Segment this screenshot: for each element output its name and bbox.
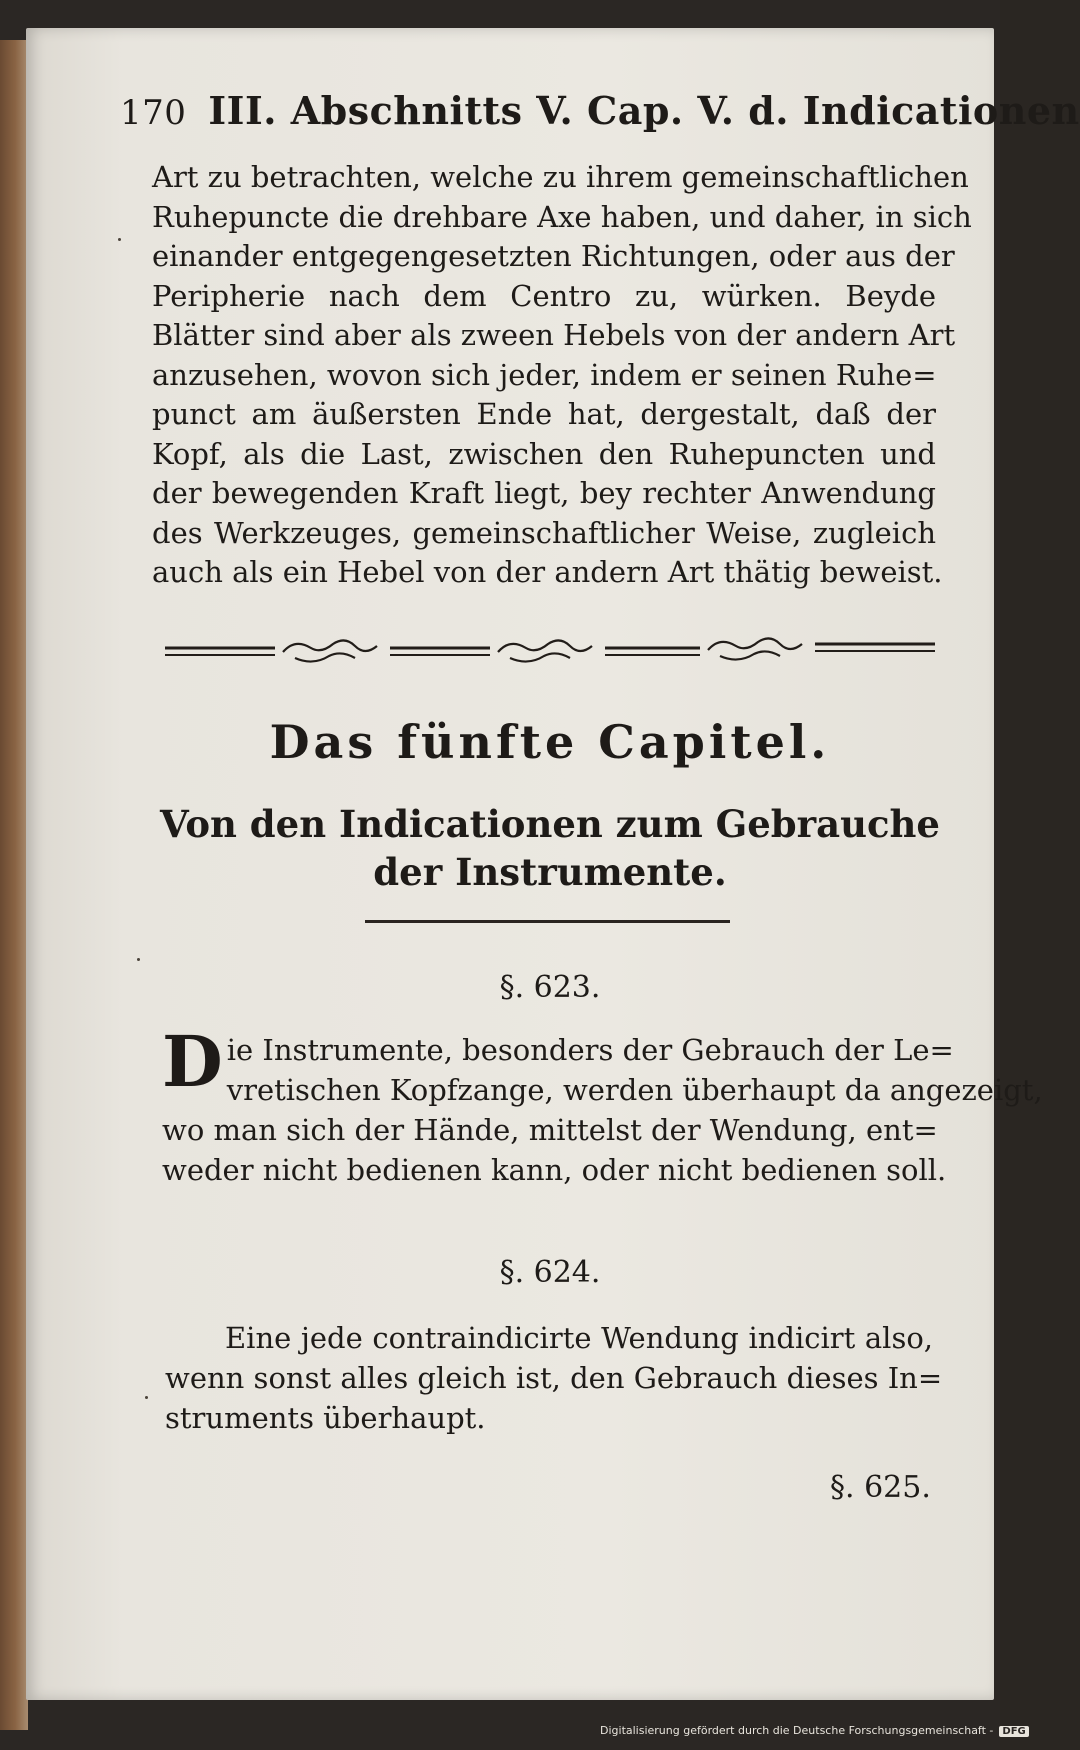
- paragraph-624: [165, 1318, 943, 1438]
- credit-text: Digitalisierung gefördert durch die Deutsche Forschungsgemeinschaft -: [600, 1724, 994, 1737]
- body-line: Blätter sind aber als zween Hebels von der andern Art: [152, 318, 956, 352]
- section-heading-624: §. 624.: [499, 1255, 601, 1290]
- body-line: Art zu betrachten, welche zu ihrem gemeinschaftlichen: [152, 160, 969, 194]
- digitization-credit: [600, 1724, 1026, 1737]
- chapter-title: Das fünfte Capitel.: [269, 715, 831, 769]
- dfg-logo-icon: DFG: [999, 1726, 1028, 1737]
- paragraph-line: wenn sonst alles gleich ist, den Gebrauch dieses In=: [165, 1361, 943, 1395]
- paper-speck: [118, 238, 121, 241]
- paragraph-line: Eine jede contraindicirte Wendung indicirt also,: [225, 1321, 933, 1355]
- body-line: Peripherie nach dem Centro zu, würken. Beyde: [152, 278, 936, 313]
- section-heading-623: §. 623.: [499, 970, 601, 1005]
- catchword: §. 625.: [830, 1470, 931, 1505]
- paragraph-line: vretischen Kopfzange, werden überhaupt da angezeigt,: [226, 1073, 1043, 1107]
- body-line: einander entgegengesetzten Richtungen, oder aus der: [152, 239, 955, 273]
- running-head: [120, 88, 1080, 133]
- body-line: auch als ein Hebel von der andern Art thätig beweist.: [152, 555, 943, 589]
- chapter-subtitle-line: der Instrumente.: [373, 850, 727, 894]
- body-line: punct am äußersten Ende hat, dergestalt, daß der: [152, 397, 936, 431]
- paragraph-line: ie Instrumente, besonders der Gebrauch der Le=: [226, 1033, 954, 1067]
- paper-speck: [145, 1396, 148, 1399]
- paragraph-line: wo man sich der Hände, mittelst der Wendung, ent=: [162, 1113, 938, 1147]
- paragraph-623: [162, 1020, 1043, 1190]
- paragraph-line: struments überhaupt.: [165, 1401, 486, 1435]
- body-line: Kopf, als die Last, zwischen den Ruhepuncten und: [152, 436, 936, 471]
- drop-capital: D: [162, 1020, 223, 1103]
- chapter-subtitle-line: Von den Indicationen zum Gebrauche: [160, 802, 940, 846]
- body-line: der bewegenden Kraft liegt, bey rechter Anwendung: [152, 476, 936, 510]
- body-line: Ruhepuncte die drehbare Axe haben, und daher, in sich: [152, 199, 972, 234]
- chapter-subtitle: [160, 800, 940, 896]
- book-spine-edge: [0, 40, 28, 1730]
- body-text-block: [152, 158, 972, 593]
- paper-speck: [137, 958, 140, 961]
- body-line: des Werkzeuges, gemeinschaftlicher Weise, zugleich: [152, 515, 936, 550]
- body-line: anzusehen, wovon sich jeder, indem er seinen Ruhe=: [152, 357, 937, 392]
- horizontal-rule: [365, 920, 730, 923]
- page-number: 170: [120, 93, 187, 133]
- ornament-divider: [165, 636, 935, 670]
- paragraph-line: weder nicht bedienen kann, oder nicht bedienen soll.: [162, 1153, 947, 1187]
- running-head-title: III. Abschnitts V. Cap. V. d. Indicationen: [208, 88, 1080, 133]
